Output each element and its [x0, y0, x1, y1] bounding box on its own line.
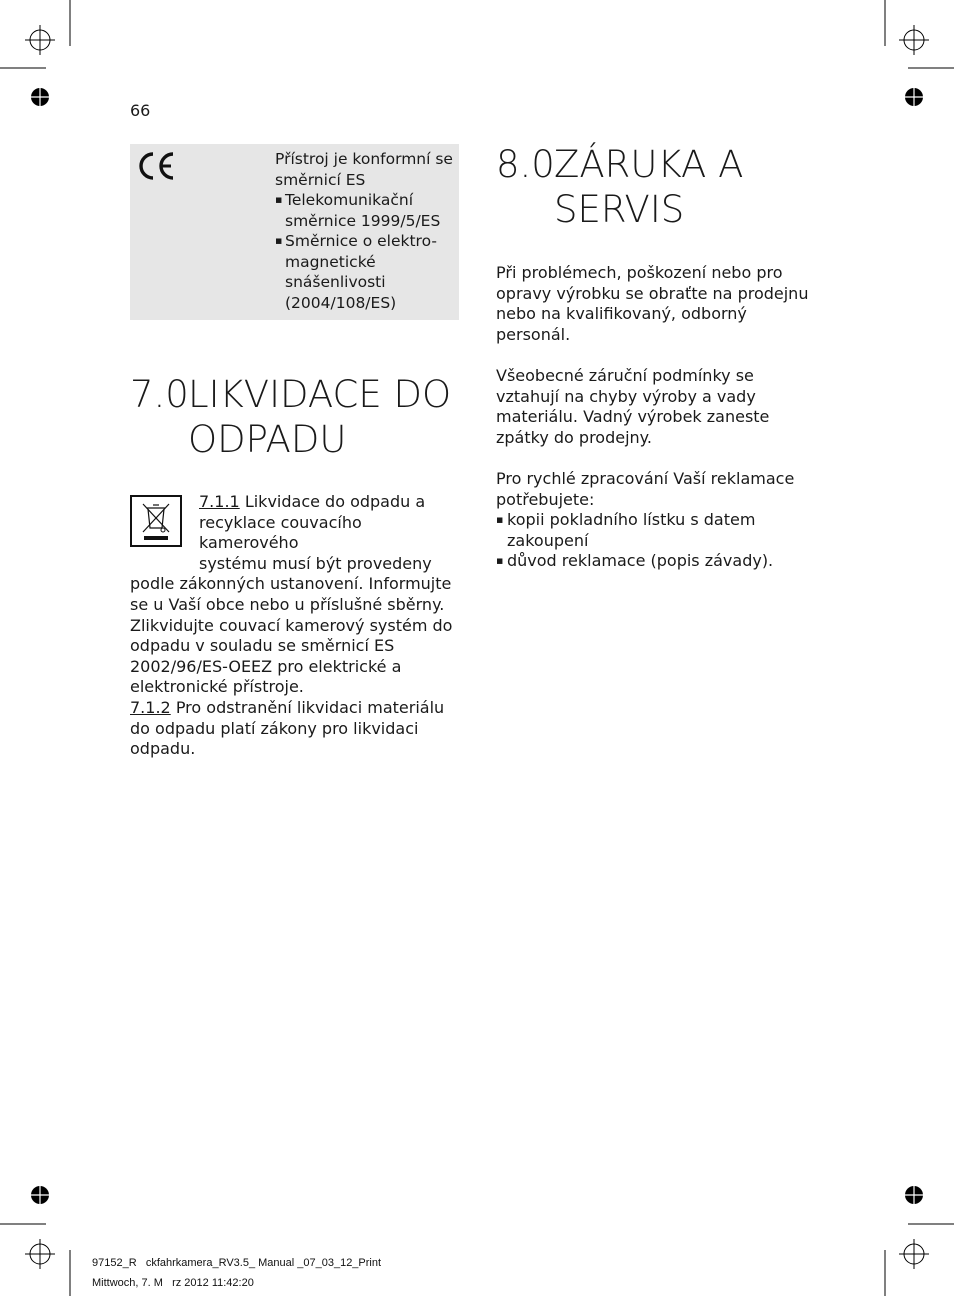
- disposal-para-2-text: Pro odstranění likvidaci materiálu do odpadu platí zákony pro likvidaci odpadu.: [130, 697, 445, 759]
- service-para-3-intro: Pro rychlé zpracování Vaší reklamace potřebujete:: [496, 468, 795, 509]
- disposal-para-2: [130, 698, 460, 760]
- disposal-line: recyklace couvacího kamerového: [199, 512, 362, 553]
- disposal-text: [130, 492, 460, 760]
- service-para-1: Při problémech, poškození nebo pro opravy výrobku se obraťte na prodejnu nebo na kvalifikovaný, odborný personál.: [496, 263, 809, 344]
- service-para-2: Všeobecné záruční podmínky se vztahují na chyby výroby a vady materiálu. Vadný výrobek zaneste zpátky do prodejny.: [496, 365, 770, 447]
- conformity-list: [275, 190, 455, 313]
- section-7-title-line1: LIKVIDACE DO: [188, 373, 452, 416]
- service-bullet: ▪ důvod reklamace (popis závady).: [496, 551, 816, 572]
- conformity-item: ▪ Směrnice o elektro-magnetické snášenlivosti (2004/108/ES): [275, 231, 455, 313]
- section-7-number: 7.0: [130, 373, 189, 416]
- service-para-3: [496, 469, 816, 572]
- disposal-line: systému musí být provedeny: [199, 553, 432, 573]
- conformity-box: [130, 144, 459, 320]
- section-8-title-line1: ZÁRUKA A: [554, 143, 744, 186]
- conformity-intro: Přístroj je konformní se směrnicí ES: [275, 150, 453, 189]
- print-slug-line-2: Mittwoch, 7. M rz 2012 11:42:20: [92, 1277, 254, 1289]
- service-text: [496, 263, 816, 572]
- disposal-para-1-head: [130, 492, 460, 513]
- disposal-para-1-rest: podle zákonných ustanovení. Informujte se u Vaší obce nebo u příslušné sběrny. Zlikvidujte couvací kamerový systém do odpadu v souladu se směrnicí ES 2002/96/ES-OEEZ pro elektrické a elektronické přístroje.: [130, 574, 453, 697]
- section-8-heading: [496, 142, 826, 232]
- ref-7-1-1: 7.1.1: [199, 492, 240, 511]
- disposal-line: Likvidace do odpadu a: [244, 492, 426, 511]
- section-7-title-line2: ODPADU: [188, 418, 347, 461]
- section-8-title-line2: SERVIS: [554, 188, 685, 231]
- print-slug-line-1: 97152_R ckfahrkamera_RV3.5_ Manual _07_03_12_Print: [92, 1257, 382, 1269]
- conformity-item: ▪ Telekomunikační směrnice 1999/5/ES: [275, 190, 455, 231]
- service-bullet: ▪ kopii pokladního lístku s datem zakoupení: [496, 510, 816, 551]
- ce-mark-icon: [136, 149, 176, 183]
- section-7-heading: [130, 372, 470, 462]
- ref-7-1-2: 7.1.2: [130, 697, 171, 717]
- section-8-number: 8.0: [496, 143, 555, 186]
- conformity-text: [275, 149, 455, 313]
- page-number: 66: [130, 101, 151, 120]
